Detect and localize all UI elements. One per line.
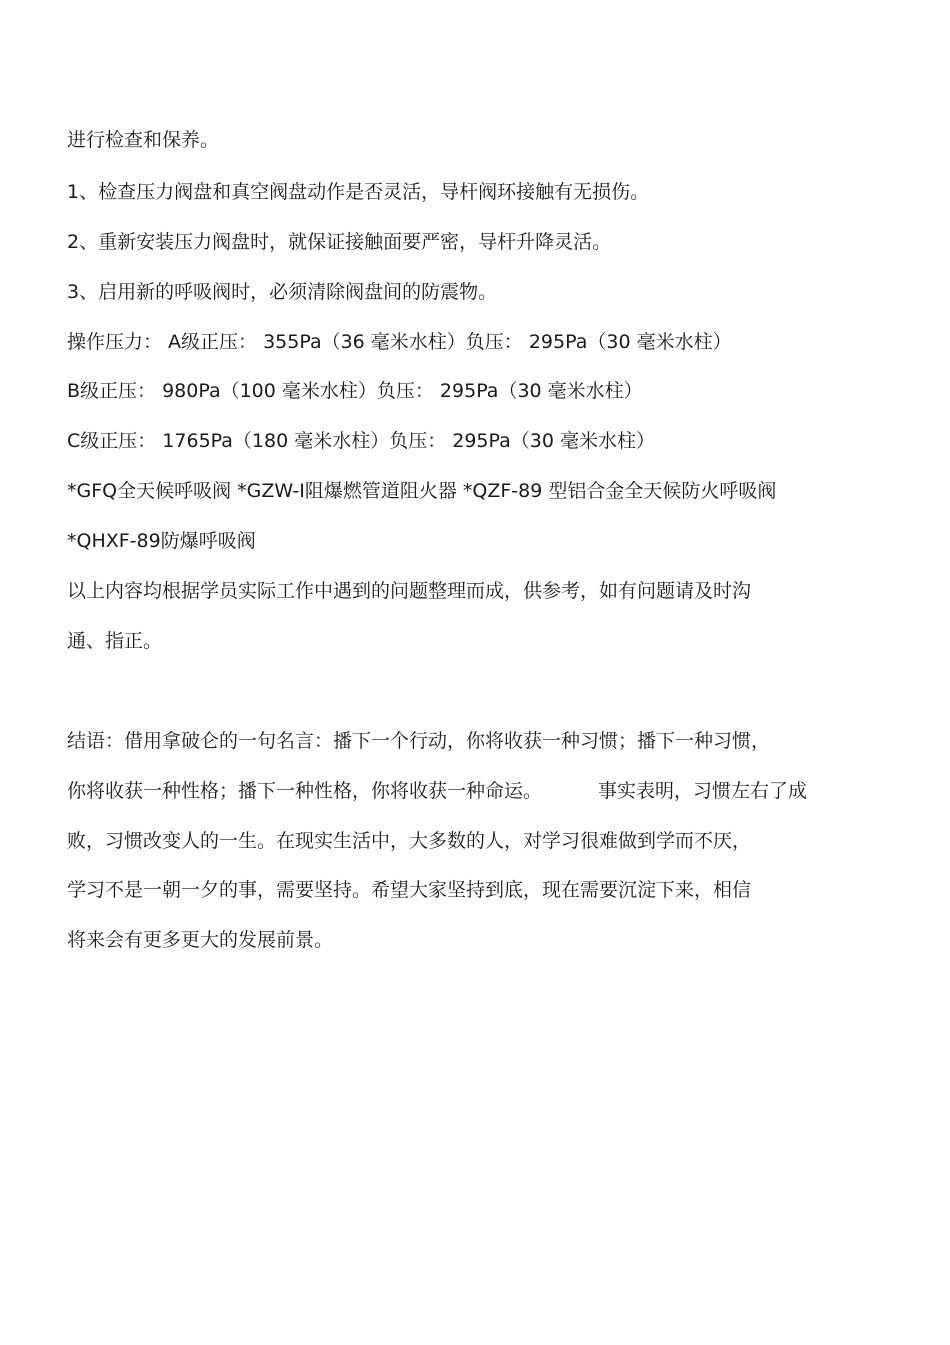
conclusion-line-4: 学习不是一朝一夕的事，需要坚持。希望大家坚持到底，现在需要沉淀下来，相信 — [67, 879, 752, 901]
conclusion-line-3: 败，习惯改变人的一生。在现实生活中，大多数的人，对学习很难做到学而不厌， — [67, 830, 752, 852]
text-line-step-2: 2、重新安装压力阀盘时，就保证接触面要严密，导杆升降灵活。 — [67, 231, 612, 253]
text-line-products-2: *QHXF-89防爆呼吸阀 — [67, 530, 256, 552]
conclusion-line-1: 结语：借用拿破仑的一句名言：播下一个行动，你将收获一种习惯；播下一种习惯， — [67, 730, 771, 752]
text-line-note-2: 通、指正。 — [67, 630, 163, 652]
text-line-note-1: 以上内容均根据学员实际工作中遇到的问题整理而成，供参考，如有问题请及时沟 — [67, 580, 752, 602]
conclusion-line-2 — [67, 779, 807, 803]
conclusion-line-2b: 事实表明，习惯左右了成 — [598, 780, 808, 802]
text-line-pressure-a: 操作压力： A级正压： 355Pa（36 毫米水柱）负压： 295Pa（30 毫米水柱） — [67, 331, 732, 353]
conclusion-line-5: 将来会有更多更大的发展前景。 — [67, 929, 334, 951]
text-line-pressure-c: C级正压： 1765Pa（180 毫米水柱）负压： 295Pa（30 毫米水柱） — [67, 430, 655, 452]
text-line-products-1: *GFQ全天候呼吸阀 *GZW-I阻爆燃管道阻火器 *QZF-89 型铝合金全天候防火呼吸阀 — [67, 480, 777, 502]
conclusion-line-2a: 你将收获一种性格；播下一种性格，你将收获一种命运。 — [67, 780, 543, 802]
text-line-intro: 进行检查和保养。 — [67, 129, 220, 151]
text-line-step-1: 1、检查压力阀盘和真空阀盘动作是否灵活，导杆阀环接触有无损伤。 — [67, 181, 650, 203]
text-line-step-3: 3、启用新的呼吸阀时，必须清除阀盘间的防震物。 — [67, 281, 498, 303]
text-line-pressure-b: B级正压： 980Pa（100 毫米水柱）负压： 295Pa（30 毫米水柱） — [67, 380, 643, 402]
